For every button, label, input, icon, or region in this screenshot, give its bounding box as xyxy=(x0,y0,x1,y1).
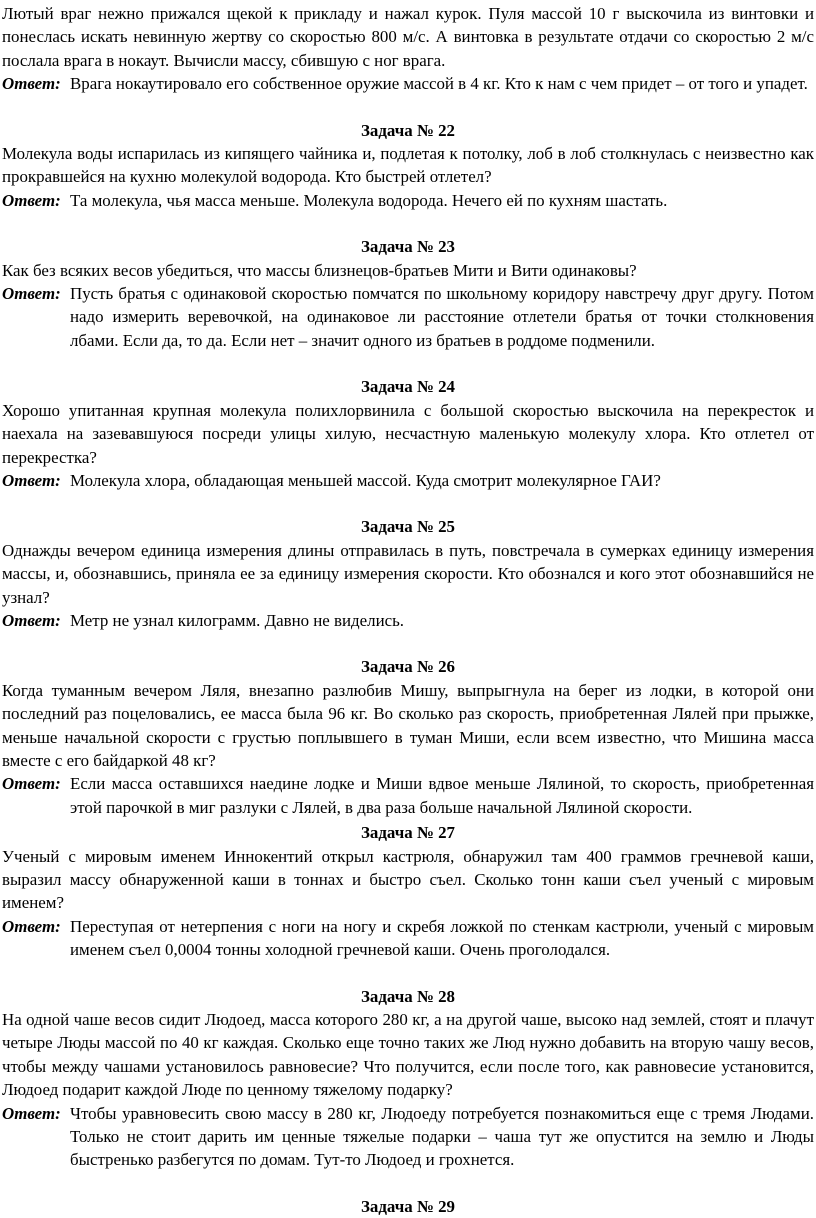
task-answer xyxy=(2,609,814,632)
answer-label: Ответ: xyxy=(2,470,61,490)
task-question: Когда туманным вечером Ляля, внезапно разлюбив Мишу, выпрыгнула на берег из лодки, в которой они последний раз поцеловались, ее масса была 96 кг. Во сколько раз скорость, приобретенная Лялей при прыжке, меньше начальной скорости с грустью поплывшего в туман Миши, если всем известно, что Мишина масса вместе с его байдаркой 48 кг? xyxy=(2,680,814,770)
answer-text: Молекула хлора, обладающая меньшей массой. Куда смотрит молекулярное ГАИ? xyxy=(70,470,661,490)
task-answer xyxy=(2,772,814,819)
spacer xyxy=(2,1172,814,1195)
spacer xyxy=(2,632,814,655)
task-title: Задача № 24 xyxy=(361,377,455,397)
task-question: Лютый враг нежно прижался щекой к прикладу и нажал курок. Пуля массой 10 г выскочила из винтовки и понеслась искать невинную жертву со скоростью 800 м/с. А винтовка в результате отдачи со скоростью 2 м/с послала врага в нокаут. Вычисли массу, сбившую с ног врага. xyxy=(2,4,814,70)
task-22 xyxy=(2,119,814,213)
answer-label: Ответ: xyxy=(2,610,61,630)
task-title: Задача № 27 xyxy=(361,823,455,843)
answer-text: Врага нокаутировало его собственное оружие массой в 4 кг. Кто к нам с чем придет – от того и упадет. xyxy=(70,74,808,94)
task-question: Ученый с мировым именем Иннокентий открыл кастрюля, обнаружил там 400 граммов гречневой каши, выразил массу обнаруженной каши в тоннах и быстро съел. Сколько тонн каши съел ученый с мировым именем? xyxy=(2,846,814,913)
task-title: Задача № 23 xyxy=(361,237,455,257)
answer-label: Ответ: xyxy=(2,774,61,794)
task-answer xyxy=(2,1102,814,1172)
spacer xyxy=(2,962,814,985)
task-title: Задача № 29 xyxy=(361,1196,455,1216)
task-26 xyxy=(2,655,814,819)
task-answer xyxy=(2,72,814,95)
answer-label: Ответ: xyxy=(2,190,61,210)
task-21 xyxy=(2,2,814,96)
spacer xyxy=(2,352,814,375)
answer-label: Ответ: xyxy=(2,1103,61,1123)
task-28 xyxy=(2,985,814,1172)
task-title: Задача № 26 xyxy=(361,657,455,677)
answer-label: Ответ: xyxy=(2,284,61,304)
answer-text: Если масса оставшихся наедине лодке и Миши вдвое меньше Лялиной, то скорость, приобретенная этой парочкой в миг разлуки с Лялей, в два раза больше начальной Лялиной скорости. xyxy=(70,774,814,817)
task-answer xyxy=(2,282,814,352)
task-question: Однажды вечером единица измерения длины отправилась в путь, повстречала в сумерках единицу измерения массы, и, обознавшись, приняла ее за единицу измерения скорости. Кто обознался и кого этот обознавшийся не узнал? xyxy=(2,540,814,607)
task-question: Как без всяких весов убедиться, что массы близнецов-братьев Мити и Вити одинаковы? xyxy=(2,260,637,280)
answer-label: Ответ: xyxy=(2,74,61,94)
spacer xyxy=(2,212,814,235)
task-27 xyxy=(2,821,814,961)
task-question: Хорошо упитанная крупная молекула полихлорвинила с большой скоростью выскочила на перекресток и наехала на зазевавшуюся посреди улицы хилую, несчастную маленькую молекулу хлора. Кто отлетел от перекрестка? xyxy=(2,400,814,467)
task-answer xyxy=(2,915,814,962)
task-title: Задача № 28 xyxy=(361,986,455,1006)
answer-text: Метр не узнал килограмм. Давно не виделись. xyxy=(70,610,405,630)
task-23 xyxy=(2,235,814,352)
spacer xyxy=(2,96,814,119)
answer-label: Ответ: xyxy=(2,916,61,936)
answer-text: Та молекула, чья масса меньше. Молекула водорода. Нечего ей по кухням шастать. xyxy=(70,190,668,210)
task-answer xyxy=(2,189,814,212)
task-29 xyxy=(2,1195,814,1218)
task-24 xyxy=(2,375,814,492)
task-answer xyxy=(2,469,814,492)
task-question: Молекула воды испарилась из кипящего чайника и, подлетая к потолку, лоб в лоб столкнулась с неизвестно как прокравшейся на кухню молекулой водорода. Кто быстрей отлетел? xyxy=(2,144,814,187)
answer-text: Пусть братья с одинаковой скоростью помчатся по школьному коридору навстречу друг другу. Потом надо измерить веревочкой, на одинаковое ли расстояние отлетели братья от точки столкновения лбами. Если да, то да. Если нет – значит одного из братьев в роддоме подменили. xyxy=(70,284,814,350)
spacer xyxy=(2,492,814,515)
task-title: Задача № 22 xyxy=(361,120,455,140)
answer-text: Чтобы уравновесить свою массу в 280 кг, Людоеду потребуется познакомиться еще с тремя Людами. Только не стоит дарить им ценные тяжелые подарки – чаша тут же опустится на землю и Люды быстренько разбегутся по домам. Тут-то Людоед и грохнется. xyxy=(70,1103,814,1170)
task-title: Задача № 25 xyxy=(361,517,455,537)
answer-text: Переступая от нетерпения с ноги на ногу и скребя ложкой по стенкам кастрюли, ученый с мировым именем съел 0,0004 тонны холодной гречневой каши. Очень проголодался. xyxy=(70,916,814,960)
task-25 xyxy=(2,515,814,632)
task-question: На одной чаше весов сидит Людоед, масса которого 280 кг, а на другой чаше, высоко над землей, стоят и плачут четыре Люды массой по 40 кг каждая. Сколько еще точно таких же Люд нужно добавить на вторую чашу весов, чтобы между чашами установилось равновесие? Что получится, если после того, как равновесие установится, Людоед подарит каждой Люде по ценному тяжелому подарку? xyxy=(2,1010,814,1100)
